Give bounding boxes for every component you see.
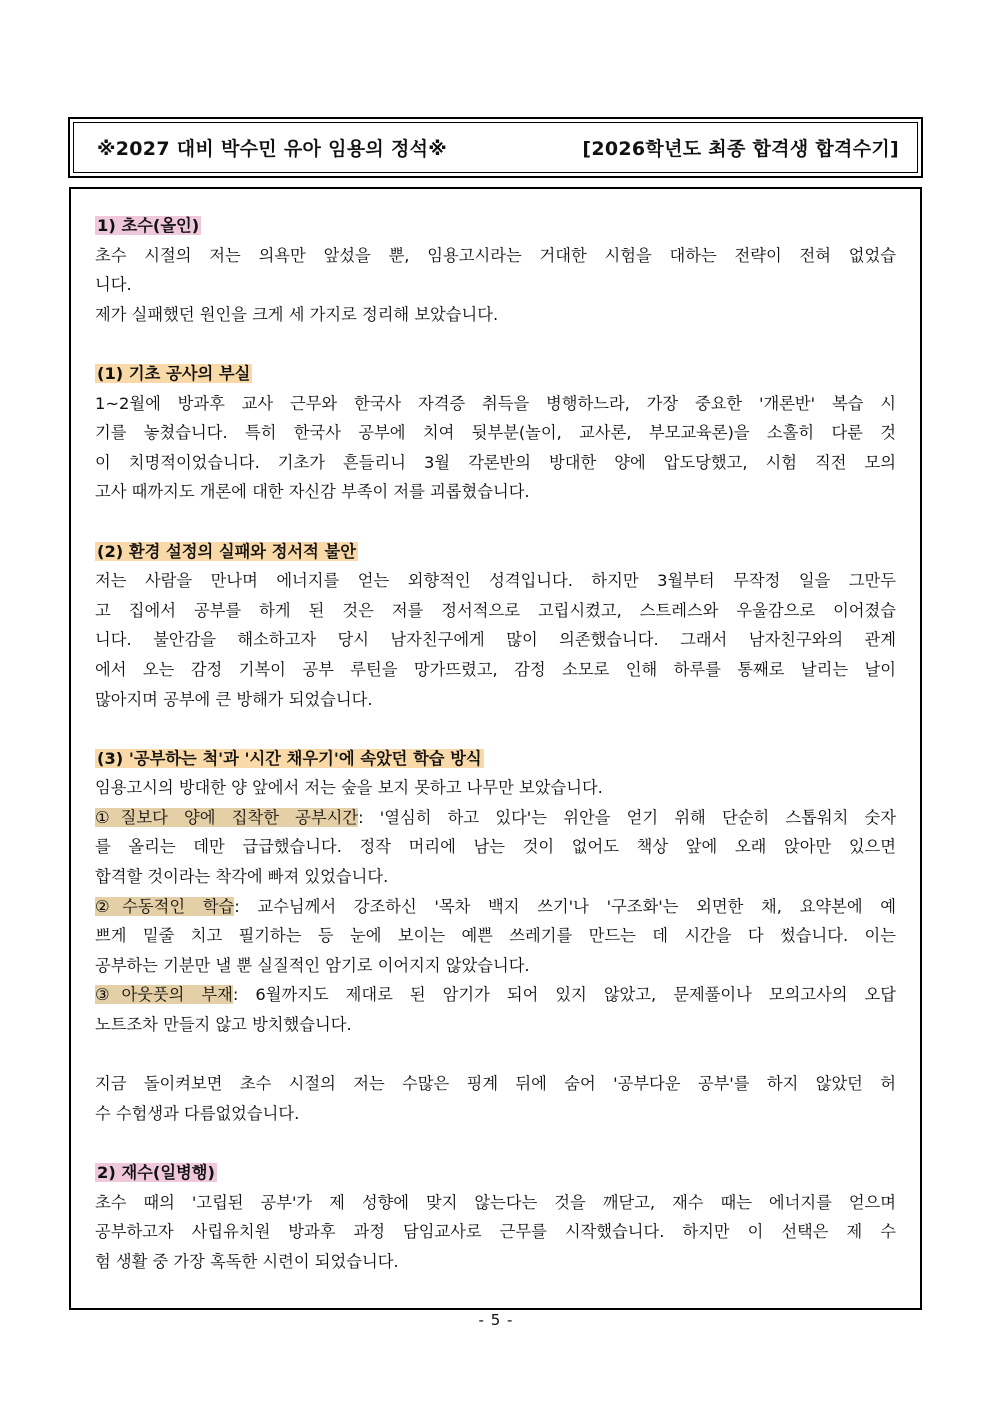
- paragraph-line: 지금 돌이켜보면 초수 시절의 저는 수많은 핑계 뒤에 숨어 '공부다운 공부'를 하지 않았던 허: [95, 1074, 896, 1094]
- subsection-1-heading: (1) 기초 공사의 부실: [97, 363, 251, 383]
- paragraph-line: 합격할 것이라는 착각에 빠져 있었습니다.: [95, 867, 389, 887]
- list-item-2-label: ②수동적인 학습: [95, 896, 235, 916]
- paragraph-line: 노트조차 만들지 않고 방치했습니다.: [95, 1015, 352, 1035]
- paragraph-line: 많아지며 공부에 큰 방해가 되었습니다.: [95, 689, 373, 709]
- paragraph-line: 이 치명적이었습니다. 기초가 흔들리니 3월 각론반의 방대한 양에 압도당했고, 시험 직전 모의: [95, 452, 896, 472]
- list-item-3-label: ③아웃풋의 부재: [95, 985, 233, 1005]
- section-1-heading: 1) 초수(올인): [97, 216, 200, 235]
- page-number: - 5 -: [478, 1311, 514, 1329]
- paragraph-line: 초수 때의 '고립된 공부'가 제 성향에 맞지 않는다는 것을 깨닫고, 재수 때는 에너지를 얻으며: [95, 1192, 896, 1212]
- paragraph-line: 기를 놓쳤습니다. 특히 한국사 공부에 치여 뒷부분(놀이, 교사론, 부모교육론)을 소홀히 다룬 것: [95, 423, 896, 443]
- content-box: [69, 187, 922, 1310]
- document-header: [68, 117, 923, 178]
- paragraph-line: 임용고시의 방대한 양 앞에서 저는 숲을 보지 못하고 나무만 보았습니다.: [95, 778, 603, 798]
- paragraph-line: 험 생활 중 가장 혹독한 시련이 되었습니다.: [95, 1251, 399, 1271]
- subsection-2-heading: (2) 환경 설정의 실패와 정서적 불안: [97, 541, 357, 561]
- paragraph-line: 고사 때까지도 개론에 대한 자신감 부족이 저를 괴롭혔습니다.: [95, 482, 530, 502]
- paragraph-line: 초수 시절의 저는 의욕만 앞섰을 뿐, 임용고시라는 거대한 시험을 대하는 전략이 전혀 없었습: [95, 245, 896, 265]
- list-item-1-line: ①질보다 양에 집착한 공부시간: '열심히 하고 있다'는 위안을 얻기 위해 단순히 스톱워치 숫자: [95, 807, 896, 827]
- paragraph-line: 제가 실패했던 원인을 크게 세 가지로 정리해 보았습니다.: [95, 304, 499, 324]
- paragraph-line: 니다. 불안감을 해소하고자 당시 남자친구에게 많이 의존했습니다. 그래서 남자친구와의 관계: [95, 630, 896, 650]
- paragraph-line: 에서 오는 감정 기복이 공부 루틴을 망가뜨렸고, 감정 소모로 인해 하루를 통째로 날리는 날이: [95, 659, 896, 679]
- header-title: ※2027 대비 박수민 유아 임용의 정석※: [97, 138, 448, 160]
- paragraph-line: 1~2월에 방과후 교사 근무와 한국사 자격증 취득을 병행하느라, 가장 중요한 '개론반' 복습 시: [95, 393, 896, 413]
- paragraph-line: 저는 사람을 만나며 에너지를 얻는 외향적인 성격입니다. 하지만 3월부터 무작정 일을 그만두: [95, 571, 896, 591]
- header-subtitle: [2026학년도 최종 합격생 합격수기]: [582, 138, 899, 160]
- paragraph-line: 수 수험생과 다름없었습니다.: [95, 1103, 300, 1123]
- list-item-3-line: ③아웃풋의 부재: 6월까지도 제대로 된 암기가 되어 있지 않았고, 문제풀이나 모의고사의 오답: [95, 985, 897, 1005]
- paragraph-line: 쁘게 밑줄 치고 필기하는 등 눈에 보이는 예쁜 쓰레기를 만드는 데 시간을 다 썼습니다. 이는: [95, 926, 896, 946]
- paragraph-line: 고 집에서 공부를 하게 된 것은 저를 정서적으로 고립시켰고, 스트레스와 우울감으로 이어졌습: [95, 600, 896, 620]
- paragraph-line: 를 올리는 데만 급급했습니다. 정작 머리에 남는 것이 없어도 책상 앞에 오래 앉아만 있으면: [95, 837, 896, 857]
- section-2-heading: 2) 재수(일병행): [97, 1163, 215, 1182]
- subsection-3-heading: (3) '공부하는 척'과 '시간 채우기'에 속았던 학습 방식: [97, 748, 482, 768]
- list-item-2-line: ②수동적인 학습: 교수님께서 강조하신 '목차 백지 쓰기'나 '구조화'는 외면한 채, 요약본에 예: [95, 896, 896, 916]
- paragraph-line: 니다.: [95, 275, 132, 295]
- paragraph-line: 공부하고자 사립유치원 방과후 과정 담임교사로 근무를 시작했습니다. 하지만 이 선택은 제 수: [95, 1222, 896, 1242]
- paragraph-line: 공부하는 기분만 낼 뿐 실질적인 암기로 이어지지 않았습니다.: [95, 955, 530, 975]
- list-item-1-label: ①질보다 양에 집착한 공부시간: [95, 807, 359, 827]
- document-header-inner: [73, 122, 918, 173]
